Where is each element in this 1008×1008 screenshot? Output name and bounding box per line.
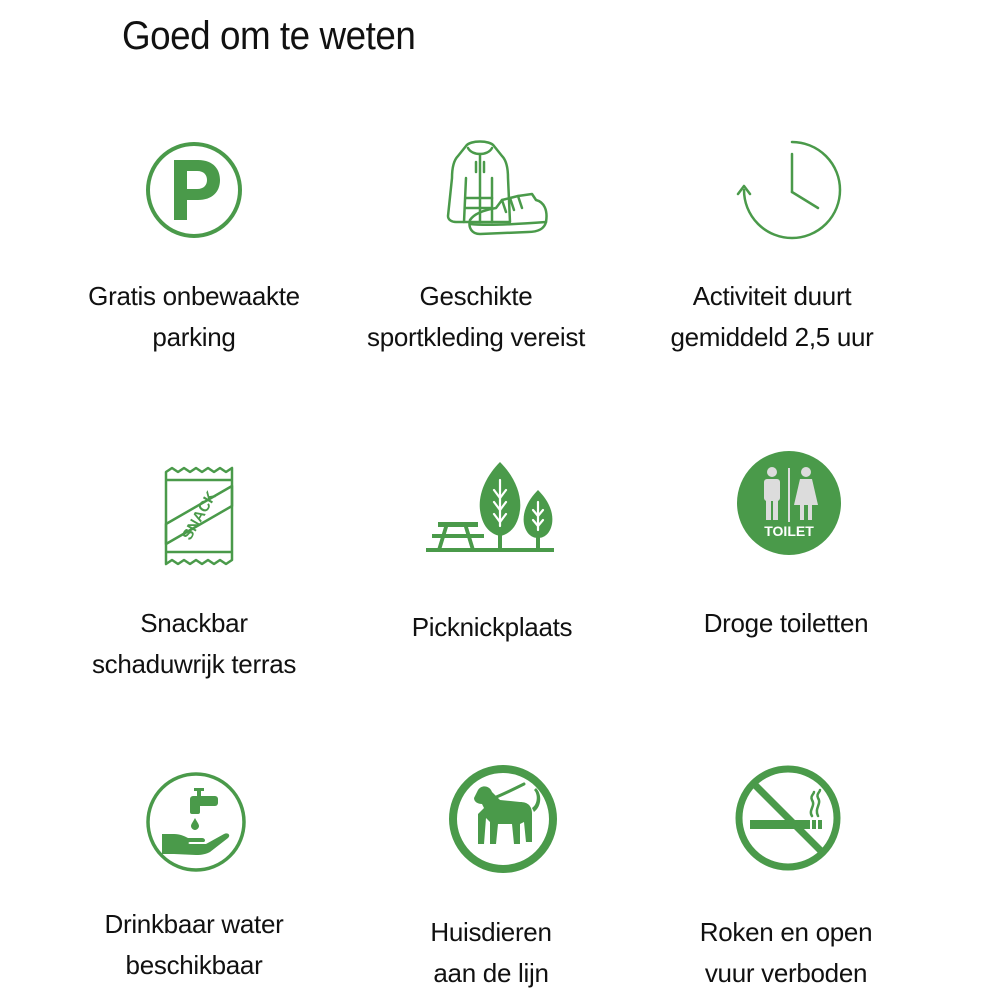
parking-icon: [144, 140, 244, 240]
label-line: Activiteit duurt: [692, 281, 852, 311]
toilet-text: TOILET: [764, 523, 814, 539]
label-line: Roken en open: [699, 917, 873, 947]
snack-text: SNACK: [178, 488, 221, 544]
picnic-icon: [424, 460, 556, 556]
label-line: Droge toiletten: [703, 608, 869, 638]
clock-icon: [734, 138, 844, 242]
label-line: parking: [152, 322, 236, 352]
picnic-label: [342, 607, 642, 648]
dog-on-leash-icon: [448, 764, 558, 874]
no-smoking-label: [636, 912, 936, 994]
label-line: beschikbaar: [125, 950, 263, 980]
snack-icon: [162, 466, 236, 566]
label-line: Geschikte: [419, 281, 533, 311]
snackbar-label: [44, 603, 344, 685]
duration-label: [622, 276, 922, 358]
toilet-icon: [736, 450, 842, 556]
label-line: vuur verboden: [704, 958, 868, 988]
label-line: Snackbar: [140, 608, 248, 638]
sportswear-label: [326, 276, 626, 358]
label-line: Drinkbaar water: [104, 909, 284, 939]
no-smoking-no-fire-icon: [734, 764, 842, 872]
label-line: Gratis onbewaakte: [88, 281, 300, 311]
toilets-label: [636, 603, 936, 644]
pets-label: [341, 912, 641, 994]
label-line: Huisdieren: [430, 917, 552, 947]
page-title: Goed om te weten: [122, 14, 416, 58]
label-line: schaduwrijk terras: [91, 649, 297, 679]
sportswear-icon: [440, 138, 552, 242]
label-line: gemiddeld 2,5 uur: [670, 322, 874, 352]
label-line: aan de lijn: [433, 958, 549, 988]
parking-label: [44, 276, 344, 358]
drinking-water-icon: [144, 770, 248, 874]
label-line: sportkleding vereist: [367, 322, 585, 352]
water-label: [44, 904, 344, 986]
label-line: Picknickplaats: [411, 612, 573, 642]
